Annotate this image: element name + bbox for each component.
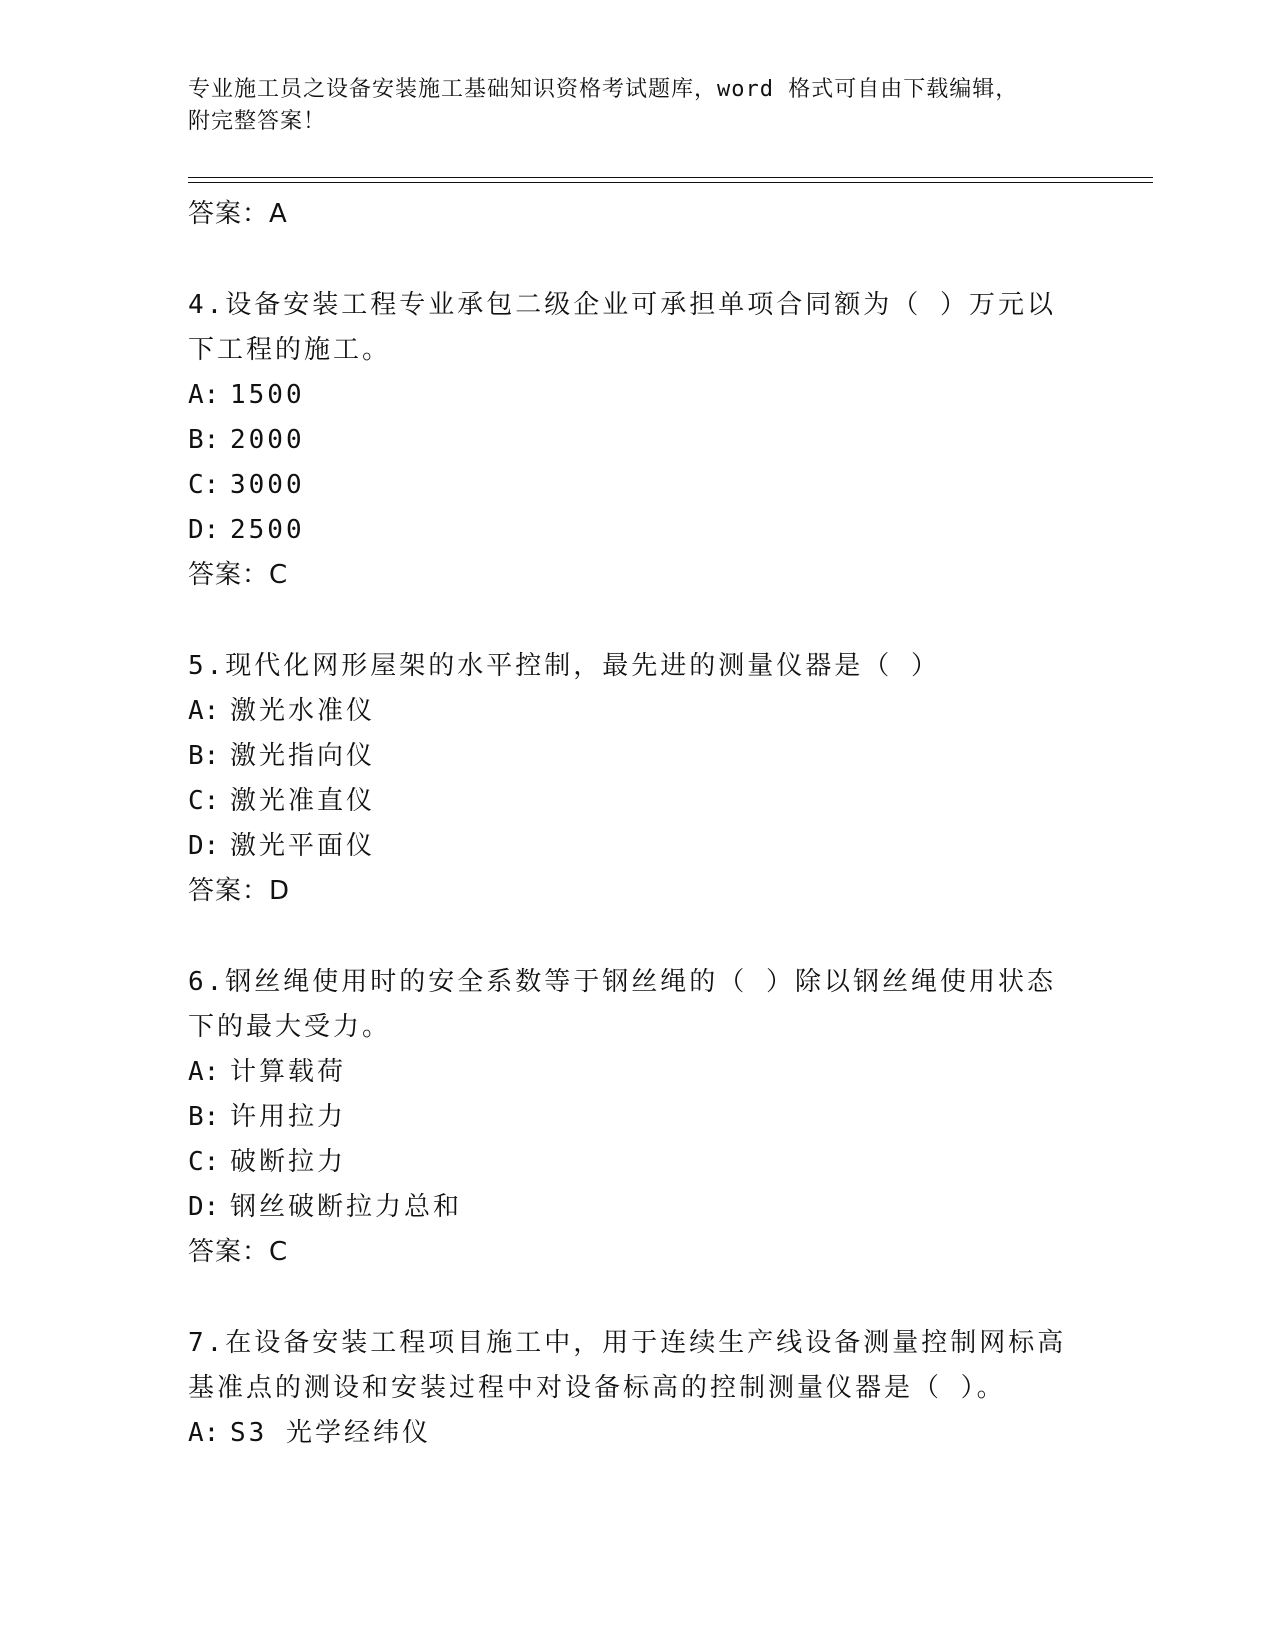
question-4 [188, 283, 1088, 597]
question-stem: 5.现代化网形屋架的水平控制，最先进的测量仪器是（ ） [188, 651, 940, 681]
option-text: 激光指向仪 [230, 741, 376, 771]
option-d [188, 824, 1088, 869]
option-a [188, 689, 1088, 734]
question-stem: 7.在设备安装工程项目施工中，用于连续生产线设备测量控制网标高基准点的测设和安装过程中对设备标高的控制测量仪器是（ ）。 [188, 1328, 1067, 1403]
option-text: S3 光学经纬仪 [230, 1418, 431, 1448]
option-text: 激光平面仪 [230, 831, 376, 861]
option-d [188, 1185, 1088, 1230]
option-text: 3000 [230, 470, 305, 500]
option-d [188, 508, 1088, 553]
option-c [188, 1140, 1088, 1185]
option-text: 钢丝破断拉力总和 [230, 1192, 463, 1222]
option-b [188, 418, 1088, 463]
document-header [188, 74, 1088, 138]
option-b [188, 734, 1088, 779]
option-letter: A: [188, 1418, 220, 1448]
option-text: 激光水准仪 [230, 696, 376, 726]
header-divider-top [188, 177, 1153, 178]
option-a [188, 1050, 1088, 1095]
option-letter: C: [188, 1147, 220, 1177]
previous-answer: 答案：A [188, 199, 288, 229]
option-letter: A: [188, 380, 220, 410]
question-answer: 答案：C [188, 560, 289, 590]
option-letter: D: [188, 515, 220, 545]
header-line-1: 专业施工员之设备安装施工基础知识资格考试题库，word 格式可自由下载编辑， [188, 77, 1019, 102]
option-b [188, 1095, 1088, 1140]
option-text: 计算载荷 [230, 1057, 347, 1087]
option-c [188, 463, 1088, 508]
question-5 [188, 644, 1088, 913]
option-text: 2000 [230, 425, 305, 455]
option-letter: C: [188, 786, 220, 816]
option-letter: B: [188, 741, 220, 771]
question-stem: 4.设备安装工程专业承包二级企业可承担单项合同额为（ ）万元以下工程的施工。 [188, 290, 1056, 365]
option-text: 2500 [230, 515, 305, 545]
option-text: 1500 [230, 380, 305, 410]
option-letter: A: [188, 1057, 220, 1087]
question-stem: 6.钢丝绳使用时的安全系数等于钢丝绳的（ ）除以钢丝绳使用状态下的最大受力。 [188, 967, 1056, 1042]
option-letter: B: [188, 1102, 220, 1132]
option-a [188, 373, 1088, 418]
question-list [188, 192, 1088, 1456]
option-text: 激光准直仪 [230, 786, 376, 816]
question-answer: 答案：D [188, 876, 291, 906]
option-letter: C: [188, 470, 220, 500]
option-text: 破断拉力 [230, 1147, 347, 1177]
option-a [188, 1411, 1088, 1456]
option-letter: B: [188, 425, 220, 455]
header-divider-bottom [188, 182, 1153, 183]
question-answer: 答案：C [188, 1237, 289, 1267]
option-letter: D: [188, 1192, 220, 1222]
option-c [188, 779, 1088, 824]
question-7 [188, 1321, 1088, 1456]
option-letter: A: [188, 696, 220, 726]
option-text: 许用拉力 [230, 1102, 347, 1132]
question-6 [188, 960, 1088, 1274]
header-line-2: 附完整答案！ [188, 109, 327, 134]
option-letter: D: [188, 831, 220, 861]
